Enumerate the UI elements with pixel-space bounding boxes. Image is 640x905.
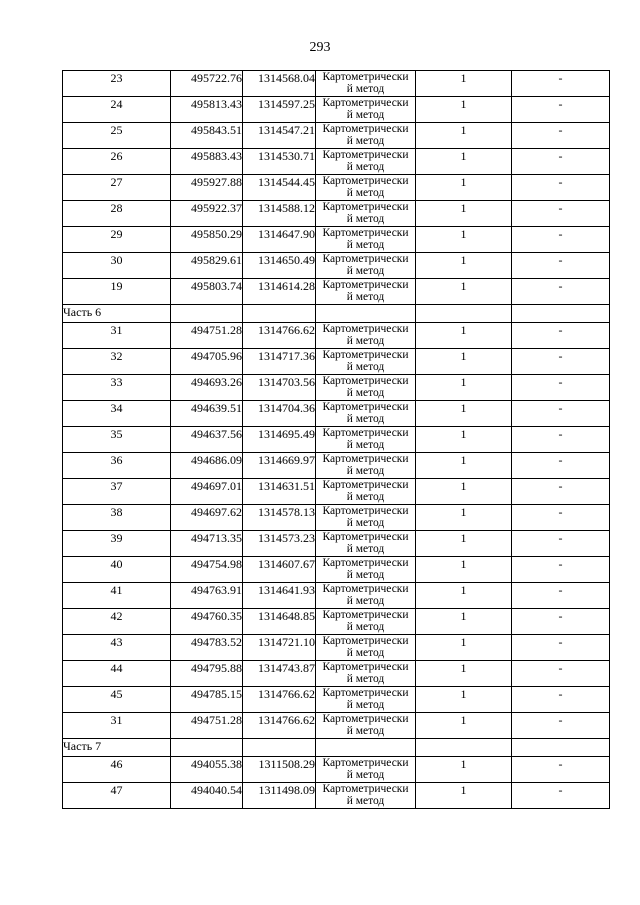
point-number: 32 [63, 349, 171, 375]
accuracy-value: 1 [416, 783, 512, 809]
accuracy-value: 1 [416, 609, 512, 635]
y-coordinate: 1311508.29 [243, 757, 316, 783]
description-value: - [512, 401, 610, 427]
point-number: 46 [63, 757, 171, 783]
description-value: - [512, 323, 610, 349]
y-coordinate: 1314766.62 [243, 323, 316, 349]
table-row [63, 97, 610, 123]
description-value: - [512, 71, 610, 97]
description-value: - [512, 635, 610, 661]
description-value: - [512, 583, 610, 609]
accuracy-value: 1 [416, 583, 512, 609]
point-number: 38 [63, 505, 171, 531]
method-cell [316, 661, 416, 687]
x-coordinate: 494637.56 [171, 427, 243, 453]
accuracy-value: 1 [416, 531, 512, 557]
x-coordinate: 495927.88 [171, 175, 243, 201]
x-coordinate: 495843.51 [171, 123, 243, 149]
x-coordinate: 494754.98 [171, 557, 243, 583]
table-row [63, 713, 610, 739]
method-line-1: Картометрически [322, 583, 409, 595]
method-line-1: Картометрически [322, 175, 409, 187]
point-number: 42 [63, 609, 171, 635]
x-coordinate: 495850.29 [171, 227, 243, 253]
x-coordinate: 494795.88 [171, 661, 243, 687]
x-coordinate: 494713.35 [171, 531, 243, 557]
method-cell [316, 253, 416, 279]
method-line-2: й метод [346, 413, 385, 425]
empty-cell [316, 305, 416, 323]
table-row [63, 201, 610, 227]
table-row [63, 583, 610, 609]
part-header-row [63, 739, 610, 757]
method-cell [316, 505, 416, 531]
method-cell [316, 713, 416, 739]
point-number: 27 [63, 175, 171, 201]
x-coordinate: 494785.15 [171, 687, 243, 713]
part-label: Часть 7 [63, 739, 171, 757]
y-coordinate: 1314588.12 [243, 201, 316, 227]
table-row [63, 349, 610, 375]
description-value: - [512, 279, 610, 305]
table-row [63, 253, 610, 279]
description-value: - [512, 349, 610, 375]
y-coordinate: 1311498.09 [243, 783, 316, 809]
method-line-1: Картометрически [322, 253, 409, 265]
method-cell [316, 279, 416, 305]
method-line-2: й метод [346, 109, 385, 121]
y-coordinate: 1314703.56 [243, 375, 316, 401]
method-cell [316, 97, 416, 123]
x-coordinate: 494693.26 [171, 375, 243, 401]
table-row [63, 505, 610, 531]
point-number: 35 [63, 427, 171, 453]
point-number: 47 [63, 783, 171, 809]
method-cell [316, 123, 416, 149]
method-line-2: й метод [346, 795, 385, 807]
accuracy-value: 1 [416, 149, 512, 175]
method-cell [316, 71, 416, 97]
accuracy-value: 1 [416, 71, 512, 97]
accuracy-value: 1 [416, 123, 512, 149]
point-number: 44 [63, 661, 171, 687]
point-number: 19 [63, 279, 171, 305]
x-coordinate: 494697.62 [171, 505, 243, 531]
point-number: 29 [63, 227, 171, 253]
method-line-1: Картометрически [322, 453, 409, 465]
point-number: 24 [63, 97, 171, 123]
method-cell [316, 635, 416, 661]
accuracy-value: 1 [416, 323, 512, 349]
y-coordinate: 1314578.13 [243, 505, 316, 531]
y-coordinate: 1314743.87 [243, 661, 316, 687]
method-cell [316, 783, 416, 809]
method-cell [316, 687, 416, 713]
method-line-1: Картометрически [322, 783, 409, 795]
method-cell [316, 453, 416, 479]
point-number: 31 [63, 323, 171, 349]
accuracy-value: 1 [416, 427, 512, 453]
method-cell [316, 757, 416, 783]
description-value: - [512, 505, 610, 531]
point-number: 30 [63, 253, 171, 279]
accuracy-value: 1 [416, 401, 512, 427]
table-row [63, 279, 610, 305]
method-line-2: й метод [346, 769, 385, 781]
table-row [63, 661, 610, 687]
y-coordinate: 1314766.62 [243, 687, 316, 713]
y-coordinate: 1314650.49 [243, 253, 316, 279]
y-coordinate: 1314573.23 [243, 531, 316, 557]
y-coordinate: 1314721.10 [243, 635, 316, 661]
y-coordinate: 1314530.71 [243, 149, 316, 175]
coordinates-table-body [63, 71, 610, 809]
method-cell [316, 201, 416, 227]
y-coordinate: 1314669.97 [243, 453, 316, 479]
method-line-2: й метод [346, 595, 385, 607]
accuracy-value: 1 [416, 375, 512, 401]
accuracy-value: 1 [416, 557, 512, 583]
method-line-2: й метод [346, 161, 385, 173]
accuracy-value: 1 [416, 279, 512, 305]
method-line-2: й метод [346, 239, 385, 251]
point-number: 33 [63, 375, 171, 401]
y-coordinate: 1314607.67 [243, 557, 316, 583]
method-line-2: й метод [346, 491, 385, 503]
table-row [63, 227, 610, 253]
method-line-2: й метод [346, 439, 385, 451]
x-coordinate: 494783.52 [171, 635, 243, 661]
method-cell [316, 175, 416, 201]
table-row [63, 687, 610, 713]
method-line-2: й метод [346, 725, 385, 737]
method-line-1: Картометрически [322, 505, 409, 517]
method-line-1: Картометрически [322, 479, 409, 491]
method-line-2: й метод [346, 699, 385, 711]
accuracy-value: 1 [416, 349, 512, 375]
y-coordinate: 1314766.62 [243, 713, 316, 739]
description-value: - [512, 427, 610, 453]
method-line-1: Картометрически [322, 687, 409, 699]
method-line-2: й метод [346, 291, 385, 303]
table-row [63, 175, 610, 201]
method-cell [316, 427, 416, 453]
point-number: 34 [63, 401, 171, 427]
x-coordinate: 495722.76 [171, 71, 243, 97]
method-line-1: Картометрически [322, 227, 409, 239]
method-line-1: Картометрически [322, 323, 409, 335]
table-row [63, 635, 610, 661]
empty-cell [416, 739, 512, 757]
table-row [63, 609, 610, 635]
y-coordinate: 1314648.85 [243, 609, 316, 635]
description-value: - [512, 97, 610, 123]
description-value: - [512, 661, 610, 687]
description-value: - [512, 227, 610, 253]
point-number: 36 [63, 453, 171, 479]
method-line-1: Картометрически [322, 427, 409, 439]
description-value: - [512, 479, 610, 505]
point-number: 39 [63, 531, 171, 557]
x-coordinate: 494760.35 [171, 609, 243, 635]
method-line-1: Картометрически [322, 557, 409, 569]
empty-cell [512, 305, 610, 323]
table-row [63, 375, 610, 401]
part-label: Часть 6 [63, 305, 171, 323]
method-line-1: Картометрически [322, 279, 409, 291]
description-value: - [512, 609, 610, 635]
method-cell [316, 375, 416, 401]
accuracy-value: 1 [416, 227, 512, 253]
method-line-2: й метод [346, 187, 385, 199]
x-coordinate: 495883.43 [171, 149, 243, 175]
table-row [63, 557, 610, 583]
method-cell [316, 557, 416, 583]
x-coordinate: 494055.38 [171, 757, 243, 783]
y-coordinate: 1314547.21 [243, 123, 316, 149]
method-line-2: й метод [346, 387, 385, 399]
method-line-2: й метод [346, 569, 385, 581]
point-number: 45 [63, 687, 171, 713]
method-line-1: Картометрически [322, 401, 409, 413]
x-coordinate: 495813.43 [171, 97, 243, 123]
description-value: - [512, 687, 610, 713]
method-cell [316, 323, 416, 349]
page-number: 293 [309, 40, 331, 55]
point-number: 26 [63, 149, 171, 175]
y-coordinate: 1314641.93 [243, 583, 316, 609]
accuracy-value: 1 [416, 687, 512, 713]
empty-cell [171, 739, 243, 757]
table-row [63, 531, 610, 557]
empty-cell [171, 305, 243, 323]
table-row [63, 401, 610, 427]
y-coordinate: 1314568.04 [243, 71, 316, 97]
y-coordinate: 1314631.51 [243, 479, 316, 505]
empty-cell [243, 305, 316, 323]
method-cell [316, 149, 416, 175]
method-line-2: й метод [346, 213, 385, 225]
description-value: - [512, 123, 610, 149]
table-row [63, 149, 610, 175]
empty-cell [512, 739, 610, 757]
table-row [63, 123, 610, 149]
accuracy-value: 1 [416, 757, 512, 783]
description-value: - [512, 453, 610, 479]
table-row [63, 757, 610, 783]
method-line-2: й метод [346, 465, 385, 477]
point-number: 28 [63, 201, 171, 227]
part-header-row [63, 305, 610, 323]
empty-cell [416, 305, 512, 323]
description-value: - [512, 175, 610, 201]
description-value: - [512, 757, 610, 783]
y-coordinate: 1314647.90 [243, 227, 316, 253]
description-value: - [512, 713, 610, 739]
accuracy-value: 1 [416, 97, 512, 123]
point-number: 31 [63, 713, 171, 739]
method-line-1: Картометрически [322, 375, 409, 387]
method-line-1: Картометрически [322, 97, 409, 109]
y-coordinate: 1314544.45 [243, 175, 316, 201]
accuracy-value: 1 [416, 175, 512, 201]
accuracy-value: 1 [416, 453, 512, 479]
empty-cell [243, 739, 316, 757]
description-value: - [512, 253, 610, 279]
method-line-1: Картометрически [322, 713, 409, 725]
method-line-1: Картометрически [322, 531, 409, 543]
method-cell [316, 479, 416, 505]
method-cell [316, 349, 416, 375]
method-cell [316, 531, 416, 557]
description-value: - [512, 783, 610, 809]
method-line-2: й метод [346, 673, 385, 685]
description-value: - [512, 375, 610, 401]
point-number: 25 [63, 123, 171, 149]
accuracy-value: 1 [416, 661, 512, 687]
method-line-2: й метод [346, 83, 385, 95]
point-number: 37 [63, 479, 171, 505]
description-value: - [512, 557, 610, 583]
x-coordinate: 494751.28 [171, 323, 243, 349]
x-coordinate: 495829.61 [171, 253, 243, 279]
table-row [63, 453, 610, 479]
empty-cell [316, 739, 416, 757]
y-coordinate: 1314704.36 [243, 401, 316, 427]
method-line-1: Картометрически [322, 123, 409, 135]
point-number: 40 [63, 557, 171, 583]
method-line-2: й метод [346, 543, 385, 555]
method-cell [316, 227, 416, 253]
method-line-2: й метод [346, 135, 385, 147]
accuracy-value: 1 [416, 479, 512, 505]
x-coordinate: 494705.96 [171, 349, 243, 375]
method-line-1: Картометрически [322, 635, 409, 647]
coordinates-table [62, 70, 610, 809]
accuracy-value: 1 [416, 253, 512, 279]
method-cell [316, 609, 416, 635]
method-line-1: Картометрически [322, 661, 409, 673]
accuracy-value: 1 [416, 713, 512, 739]
method-line-1: Картометрически [322, 609, 409, 621]
method-line-2: й метод [346, 265, 385, 277]
description-value: - [512, 149, 610, 175]
table-row [63, 323, 610, 349]
description-value: - [512, 201, 610, 227]
x-coordinate: 495922.37 [171, 201, 243, 227]
y-coordinate: 1314614.28 [243, 279, 316, 305]
y-coordinate: 1314597.25 [243, 97, 316, 123]
x-coordinate: 494697.01 [171, 479, 243, 505]
method-line-1: Картометрически [322, 149, 409, 161]
y-coordinate: 1314717.36 [243, 349, 316, 375]
point-number: 41 [63, 583, 171, 609]
method-cell [316, 401, 416, 427]
method-line-1: Картометрически [322, 349, 409, 361]
method-line-2: й метод [346, 361, 385, 373]
method-line-1: Картометрически [322, 201, 409, 213]
accuracy-value: 1 [416, 635, 512, 661]
accuracy-value: 1 [416, 201, 512, 227]
x-coordinate: 495803.74 [171, 279, 243, 305]
x-coordinate: 494751.28 [171, 713, 243, 739]
y-coordinate: 1314695.49 [243, 427, 316, 453]
table-row [63, 479, 610, 505]
table-row [63, 427, 610, 453]
point-number: 23 [63, 71, 171, 97]
description-value: - [512, 531, 610, 557]
method-line-2: й метод [346, 335, 385, 347]
point-number: 43 [63, 635, 171, 661]
accuracy-value: 1 [416, 505, 512, 531]
x-coordinate: 494040.54 [171, 783, 243, 809]
table-row [63, 71, 610, 97]
x-coordinate: 494686.09 [171, 453, 243, 479]
method-line-2: й метод [346, 621, 385, 633]
method-line-1: Картометрически [322, 757, 409, 769]
method-cell [316, 583, 416, 609]
x-coordinate: 494639.51 [171, 401, 243, 427]
method-line-1: Картометрически [322, 71, 409, 83]
method-line-2: й метод [346, 517, 385, 529]
x-coordinate: 494763.91 [171, 583, 243, 609]
table-row [63, 783, 610, 809]
method-line-2: й метод [346, 647, 385, 659]
